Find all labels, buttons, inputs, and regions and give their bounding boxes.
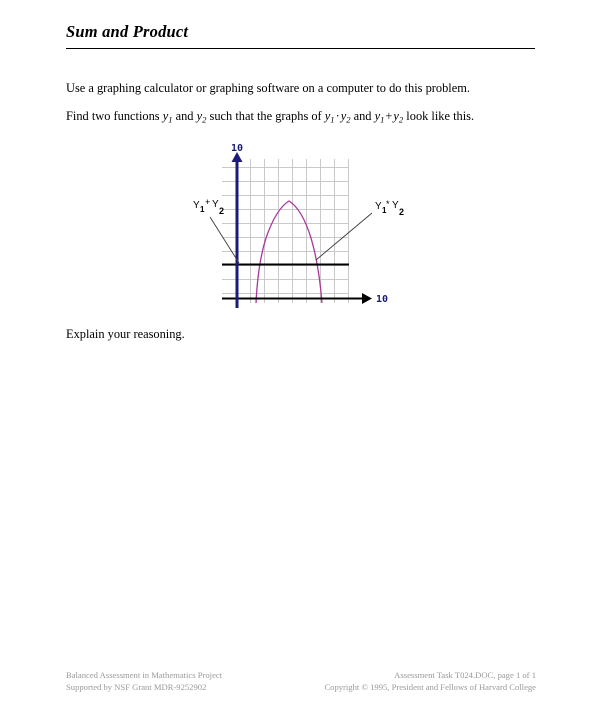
page-footer (66, 670, 536, 693)
instruction-paragraph (66, 80, 470, 96)
product-label-base: Y (375, 201, 382, 212)
math-plus-operator: + (385, 109, 393, 123)
graph-figure (188, 143, 404, 311)
title-divider (66, 48, 535, 49)
x-axis-arrowhead (362, 293, 372, 304)
product-label-sub2: 2 (399, 207, 404, 217)
sum-label-sub2: 2 (219, 206, 225, 216)
prompt-text-1: Find two functions (66, 109, 163, 123)
prompt-paragraph (66, 108, 474, 127)
product-label-base2: Y (392, 200, 399, 211)
math-sub-1c: 1 (330, 114, 335, 125)
y-axis-label: 10 (230, 143, 244, 154)
product-label-sub1: 1 (382, 206, 387, 215)
footer-copyright: Copyright © 1995, President and Fellows of Harvard College (324, 681, 536, 692)
prompt-text-5: look like this. (403, 109, 475, 123)
math-y-b: y (196, 109, 203, 123)
grid-lines (222, 159, 349, 303)
math-y-c: y (324, 109, 331, 123)
explain-text: Explain your reasoning. (66, 327, 185, 341)
sum-label-sub1: 1 (200, 205, 205, 214)
product-label-op: * (386, 199, 390, 209)
math-sub-1e: 1 (380, 114, 385, 125)
sum-label-base2: Y (212, 199, 219, 210)
sum-label-op: + (205, 197, 211, 207)
footer-row-2 (66, 682, 536, 694)
explain-paragraph (66, 326, 185, 342)
math-y-f: y (393, 109, 399, 123)
math-sub-1a: 1 (168, 114, 173, 125)
math-sub-2d: 2 (346, 114, 351, 125)
footer-row-1 (66, 670, 536, 682)
product-curve-label (375, 199, 404, 217)
footer-grant-info: Supported by NSF Grant MDR-9252902 (66, 681, 207, 692)
footer-project-name: Balanced Assessment in Mathematics Project (66, 670, 223, 680)
footer-task-id: Assessment Task T024.DOC, page 1 of 1 (394, 670, 536, 680)
math-sub-2b: 2 (202, 114, 207, 125)
page-title: Sum and Product (66, 22, 189, 41)
math-y-d: y (340, 109, 347, 123)
math-y-e: y (374, 109, 381, 123)
instruction-text: Use a graphing calculator or graphing software on a computer to do this problem. (66, 81, 470, 95)
sum-label-base: Y (193, 200, 200, 211)
math-sub-2f: 2 (398, 114, 404, 125)
prompt-text-4: and (350, 109, 375, 123)
product-leader-line (316, 213, 372, 260)
sum-curve-label (193, 197, 224, 216)
x-axis-label: 10 (376, 294, 389, 305)
math-y-a: y (162, 109, 169, 123)
prompt-text-3: such that the graphs of (206, 109, 325, 123)
prompt-text-2: and (172, 109, 197, 123)
math-dot-operator: · (335, 109, 340, 123)
